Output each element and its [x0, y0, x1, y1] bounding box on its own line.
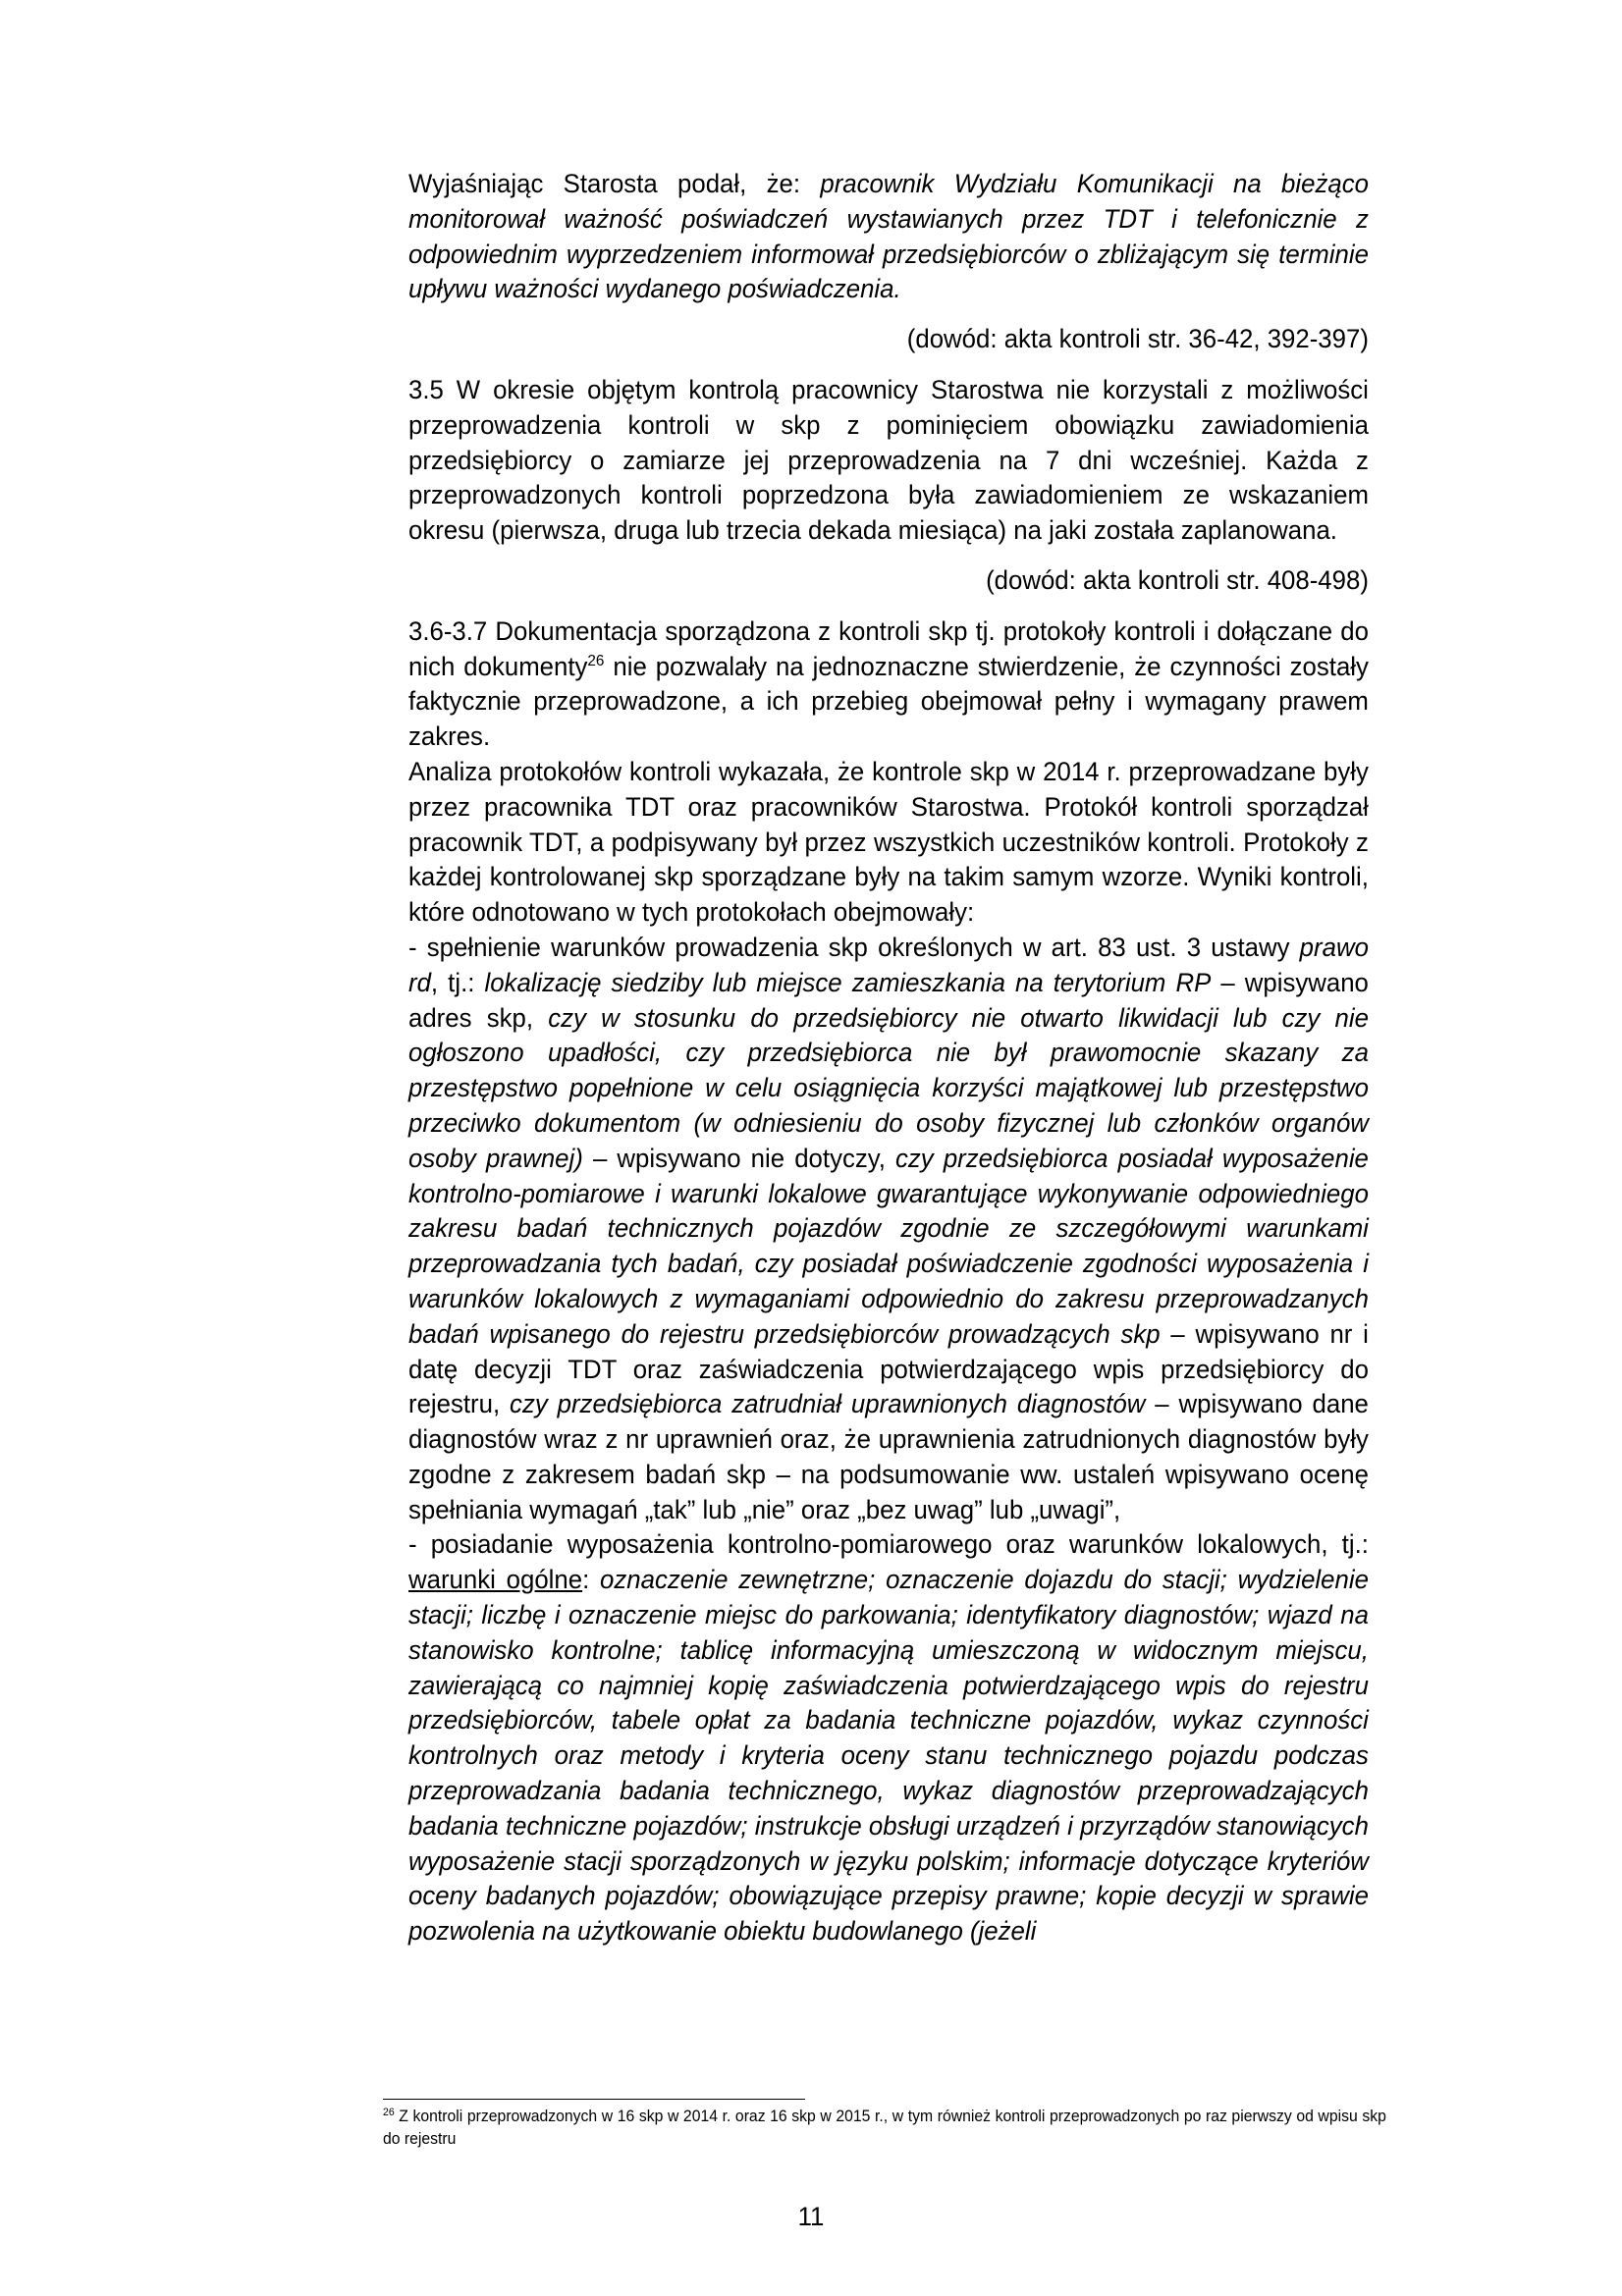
- footnote: [383, 2106, 1386, 2151]
- paragraph-3-5: 3.5 W okresie objętym kontrolą pracownicy Starostwa nie korzystali z możliwości przeprowadzenia kontroli w skp z pominięciem obowiązku zawiadomienia przedsiębiorcy o zamiarze jej przeprowadzenia na 7 dni wcześniej. Każda z przeprowadzonych kontroli poprzedzona była zawiadomieniem ze wskazaniem okresu (pierwsza, druga lub trzecia dekada miesiąca) na jaki została zaplanowana.: [408, 374, 1369, 546]
- paragraph-starosta-explanation: [408, 167, 1369, 307]
- list-item-text: , tj.:: [430, 967, 485, 997]
- list-item-equipment: [408, 1527, 1369, 1949]
- footnote-separator: [383, 2099, 805, 2100]
- list-item-conditions: [408, 931, 1369, 1528]
- paragraph-text: nie pozwalały na jednoznaczne stwierdzenie, że czynności zostały faktycznie przeprowadzone, a ich przebieg obejmował pełny i wymagany prawem zakres.: [408, 651, 1369, 752]
- quoted-explanation: pracownik Wydziału Komunikacji na bieżąco monitorował ważność poświadczeń wystawianych przez TDT i telefonicznie z odpowiednim wyprzedzeniem informował przedsiębiorców o zbliżającym się terminie upływu ważności wydanego poświadczenia.: [408, 169, 1369, 304]
- page-number: 11: [797, 2202, 825, 2231]
- paragraph-lead-text: Wyjaśniając Starosta podał, że:: [408, 169, 821, 198]
- paragraph-text: 3.6-3.7 Dokumentacja sporządzona z kontroli skp tj. protokoły kontroli i dołączane do nich dokumenty: [408, 615, 1369, 681]
- italic-term: czy przedsiębiorca zatrudniał uprawnionych diagnostów: [510, 1389, 1146, 1419]
- paragraph-protocol-analysis: Analiza protokołów kontroli wykazała, że kontrole skp w 2014 r. przeprowadzane były przez pracownika TDT oraz pracowników Starostwa. Protokół kontroli sporządzał pracownik TDT, a podpisywany był przez wszystkich uczestników kontroli. Protokoły z każdej kontrolowanej skp sporządzane były na takim samym wzorze. Wyniki kontroli, które odnotowano w tych protokołach obejmowały:: [408, 756, 1369, 928]
- list-item-text: – wpisywano adres skp,: [408, 967, 1369, 1033]
- italic-term: czy przedsiębiorca posiadał wyposażenie kontrolno-pomiarowe i warunki lokalowe gwarantujące wykonywanie odpowiedniego zakresu badań technicznych pojazdów zgodnie ze szczegółowymi warunkami przeprowadzania tych badań, czy posiadał poświadczenie zgodności wyposażenia i warunków lokalowych z wymaganiami odpowiednio do zakresu przeprowadzanych badań wpisanego do rejestru przedsiębiorców prowadzących skp: [408, 1143, 1369, 1349]
- italic-term: prawo rd: [408, 932, 1369, 997]
- underlined-term: warunki ogólne: [408, 1565, 583, 1595]
- list-item-text: – wpisywano dane diagnostów wraz z nr uprawnień oraz, że uprawnienia zatrudnionych diagnostów były zgodne z zakresem badań skp – na podsumowanie ww. ustaleń wpisywano ocenę spełniania wymagań „tak” lub „nie” oraz „bez uwag” lub „uwagi”,: [408, 1389, 1369, 1524]
- italic-term: lokalizację siedziby lub miejsce zamieszkania na terytorium RP: [484, 967, 1212, 997]
- list-item-text: – wpisywano nie dotyczy,: [582, 1143, 896, 1173]
- italic-term: czy w stosunku do przedsiębiorcy nie otwarto likwidacji lub czy nie ogłoszono upadłości, czy przedsiębiorca nie był prawomocnie skazany za przestępstwo popełnione w celu osiągnięcia korzyści majątkowej lub przestępstwo przeciwko dokumentom (w odniesieniu do osoby fizycznej lub członków organów osoby prawnej): [408, 1002, 1369, 1173]
- list-item-text: – wpisywano nr i datę decyzji TDT oraz zaświadczenia potwierdzającego wpis przedsiębiorcy do rejestru,: [408, 1318, 1369, 1419]
- footnote-reference[interactable]: 26: [587, 652, 605, 669]
- paragraph-3-6-3-7: [408, 614, 1369, 755]
- footnote-text: Z kontroli przeprowadzonych w 16 skp w 2014 r. oraz 16 skp w 2015 r., w tym również kontroli przeprowadzonych po raz pierwszy od wpisu skp do rejestru: [383, 2108, 1386, 2148]
- list-item-text: - spełnienie warunków prowadzenia skp określonych w art. 83 ust. 3 ustawy: [408, 932, 1300, 962]
- evidence-reference: (dowód: akta kontroli str. 36-42, 392-397): [906, 324, 1369, 354]
- italic-term: oznaczenie zewnętrzne; oznaczenie dojazdu do stacji; wydzielenie stacji; liczbę i oznaczenie miejsc do parkowania; identyfikatory diagnostów; wjazd na stanowisko kontrolne; tablicę informacyjną umieszczoną w widocznym miejscu, zawierającą co najmniej kopię zaświadczenia potwierdzającego wpis do rejestru przedsiębiorców, tabele opłat za badania techniczne pojazdów, wykaz czynności kontrolnych oraz metody i kryteria oceny stanu technicznego pojazdu podczas przeprowadzania badania technicznego, wykaz diagnostów przeprowadzających badania techniczne pojazdów; instrukcje obsługi urządzeń i przyrządów stanowiących wyposażenie stacji sporządzonych w języku polskim; informacje dotyczące kryteriów oceny badanych pojazdów; obowiązujące przepisy prawne; kopie decyzji w sprawie pozwolenia na użytkowanie obiektu budowlanego (jeżeli: [408, 1565, 1369, 1947]
- document-body: [408, 167, 1369, 1949]
- footnote-number: 26: [383, 2107, 395, 2118]
- list-item-text: - posiadanie wyposażenia kontrolno-pomiarowego oraz warunków lokalowych, tj.:: [408, 1529, 1369, 1560]
- list-item-text: :: [582, 1565, 601, 1595]
- evidence-reference: (dowód: akta kontroli str. 408-498): [986, 564, 1369, 595]
